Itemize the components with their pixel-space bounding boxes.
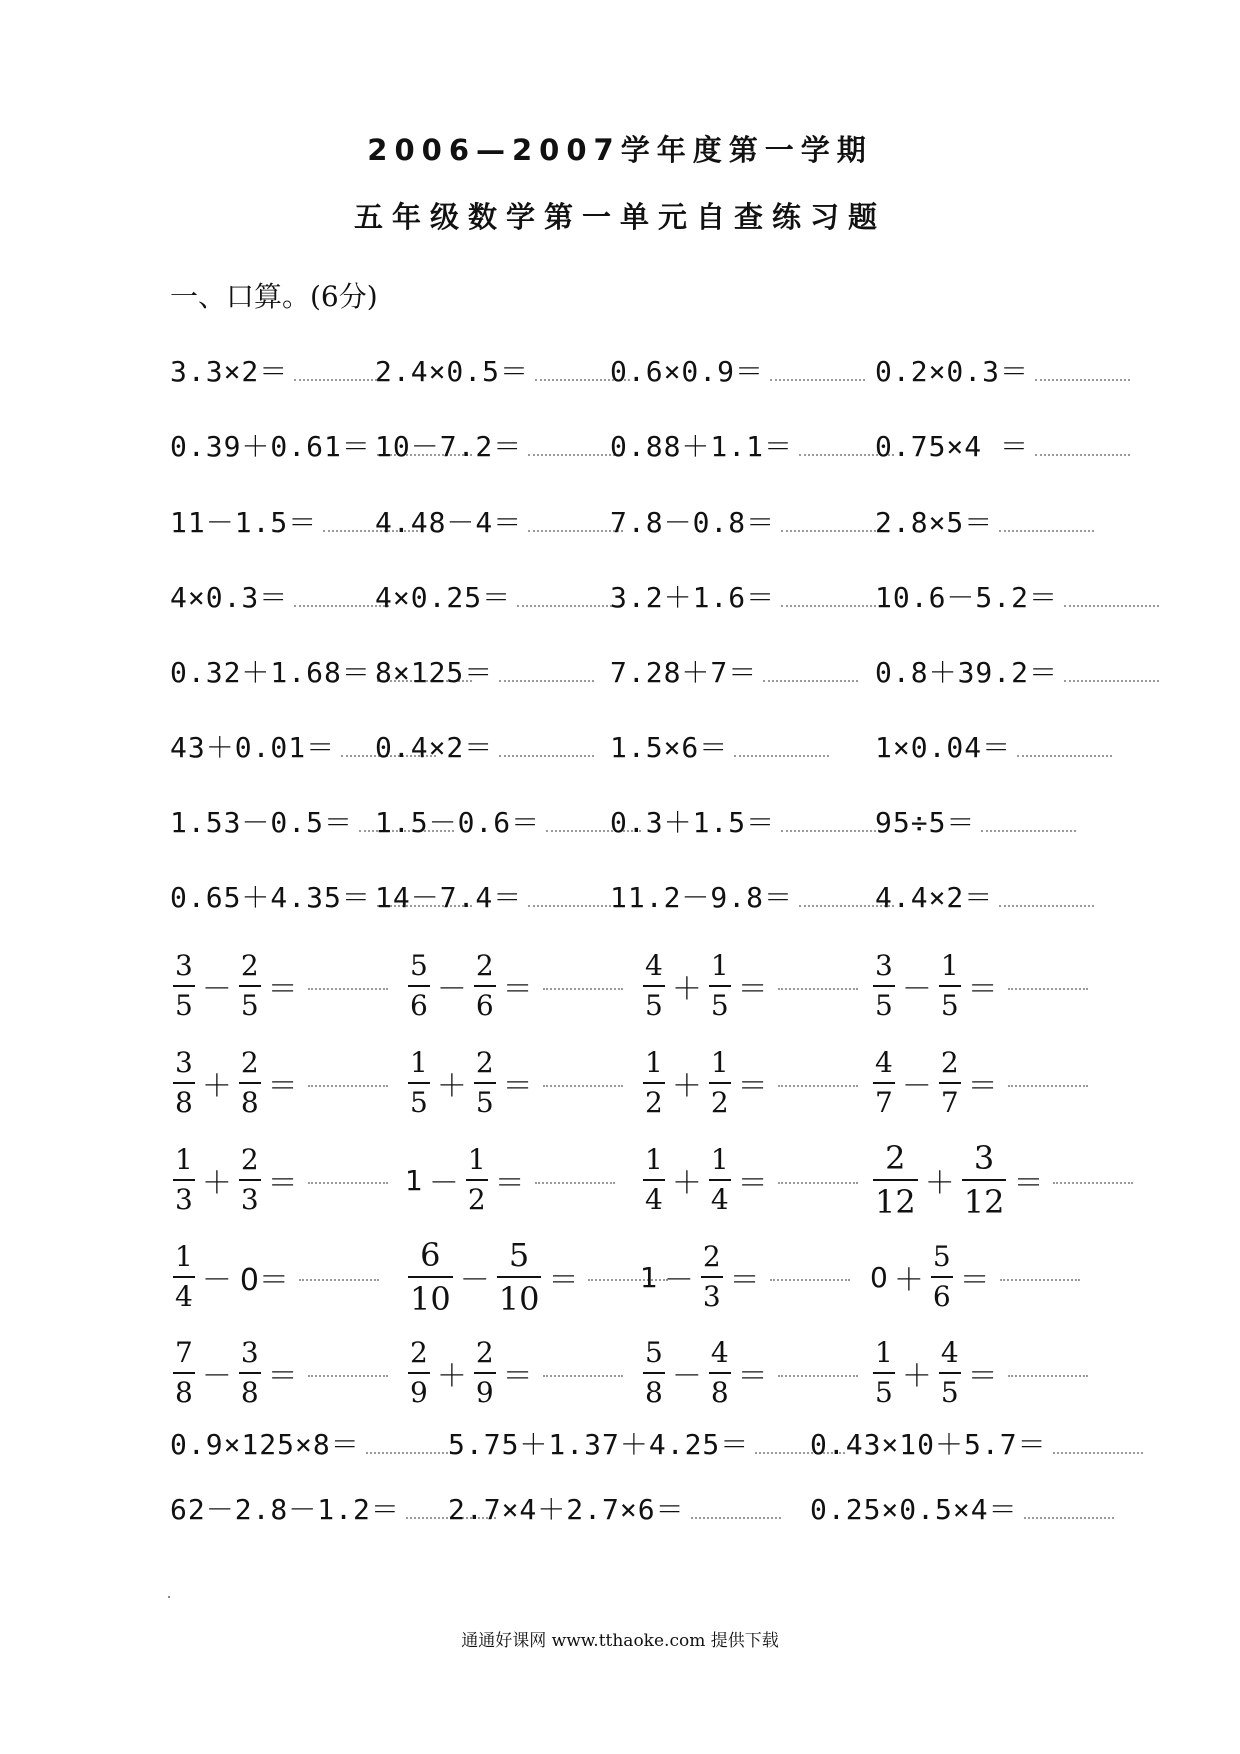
equation-item (375, 803, 641, 843)
fraction (939, 1337, 961, 1409)
fraction-item (170, 1227, 379, 1327)
fraction-denominator: 12 (963, 1183, 1005, 1221)
fraction-numerator: 5 (508, 1236, 530, 1274)
fraction-numerator: 7 (175, 1336, 193, 1369)
fraction-item (405, 1033, 623, 1133)
equation-item (375, 728, 594, 768)
equation-text: 1.53－0.5＝ (170, 806, 354, 839)
fraction (709, 950, 731, 1022)
answer-blank[interactable] (981, 824, 1076, 832)
equation-item (610, 578, 876, 618)
fraction-denominator: 3 (240, 1183, 259, 1216)
equation-item (375, 878, 623, 918)
operator: － (671, 1359, 702, 1394)
fraction-denominator: 6 (475, 989, 494, 1022)
fraction (239, 1047, 261, 1119)
fraction-item (640, 1130, 858, 1230)
equals-sign: ＝ (737, 1069, 768, 1104)
whole-number: 1 (640, 1260, 658, 1294)
equation-text: 3.3×2＝ (170, 355, 289, 388)
answer-blank[interactable] (308, 1369, 388, 1377)
equation-text: 4.48－4＝ (375, 506, 523, 539)
equals-sign: ＝ (267, 1166, 298, 1201)
fraction (173, 1241, 195, 1313)
equation-text: 3.2＋1.6＝ (610, 581, 776, 614)
fraction (709, 1047, 731, 1119)
equation-item (610, 653, 858, 693)
worksheet-title-year: 2006—2007学年度第一学期 (367, 133, 873, 167)
fraction-numerator: 2 (475, 1336, 494, 1369)
answer-blank[interactable] (366, 1446, 456, 1454)
equation-item (875, 728, 1112, 768)
fraction (173, 950, 195, 1022)
answer-blank[interactable] (781, 599, 876, 607)
fraction (173, 1337, 195, 1409)
operator: ＋ (901, 1359, 932, 1394)
fraction (873, 1140, 918, 1220)
equation-item (875, 803, 1076, 843)
equation-text: 0.75×4 ＝ (875, 430, 1030, 463)
fraction (709, 1144, 731, 1216)
fraction-denominator: 12 (875, 1183, 916, 1221)
equation-item (875, 578, 1159, 618)
equals-sign: ＝ (967, 972, 998, 1007)
operator: ＋ (201, 1166, 232, 1201)
fraction (643, 1337, 665, 1409)
answer-blank[interactable] (543, 982, 623, 990)
operator: － (663, 1263, 694, 1298)
equation-item (170, 352, 389, 392)
equation-item (610, 503, 876, 543)
fraction-item (640, 1033, 858, 1133)
fraction-numerator: 4 (710, 1336, 729, 1369)
equation-text: 0.39＋0.61＝ (170, 430, 371, 463)
answer-blank[interactable] (778, 1176, 858, 1184)
operator: ＋ (201, 1069, 232, 1104)
equation-item (875, 503, 1094, 543)
fraction-numerator: 2 (240, 1046, 259, 1079)
answer-blank[interactable] (1024, 1511, 1114, 1519)
fraction-numerator: 6 (420, 1236, 441, 1274)
fraction-item (170, 1033, 388, 1133)
fraction (474, 1337, 496, 1409)
equals-sign: ＝ (967, 1359, 998, 1394)
equation-text: 0.4×2＝ (375, 731, 494, 764)
equation-text: 0.43×10＋5.7＝ (810, 1428, 1047, 1461)
equals-sign: ＝ (729, 1263, 760, 1298)
fraction-denominator: 6 (410, 989, 428, 1022)
answer-blank[interactable] (543, 1369, 623, 1377)
fraction (643, 950, 665, 1022)
fraction-denominator: 8 (175, 1376, 193, 1409)
fraction (408, 1337, 430, 1409)
fraction-denominator: 5 (710, 989, 729, 1022)
equation-item (610, 352, 865, 392)
operator: － (428, 1166, 459, 1201)
answer-blank[interactable] (1035, 373, 1130, 381)
fraction (239, 1337, 261, 1409)
fraction-denominator: 9 (410, 1376, 428, 1409)
equation-text: 5.75＋1.37＋4.25＝ (448, 1428, 750, 1461)
answer-blank[interactable] (1008, 1369, 1088, 1377)
fraction-numerator: 1 (710, 1046, 729, 1079)
equals-sign: ＝ (502, 1359, 533, 1394)
equals-sign: ＝ (267, 1069, 298, 1104)
equals-sign: ＝ (737, 972, 768, 1007)
equation-item (610, 803, 876, 843)
fraction-numerator: 1 (875, 1336, 893, 1369)
equals-sign: ＝ (494, 1166, 525, 1201)
worksheet-title-subject: 五年级数学第一单元自查练习题 (353, 200, 886, 234)
equation-text: 8×125＝ (375, 656, 494, 689)
fraction-numerator: 2 (885, 1139, 906, 1177)
fraction-numerator: 1 (645, 1143, 663, 1176)
fraction (701, 1241, 723, 1313)
fraction (873, 1047, 895, 1119)
fraction-numerator: 2 (475, 1046, 494, 1079)
fraction-numerator: 3 (875, 949, 893, 982)
fraction-item (870, 936, 1088, 1036)
equation-item (875, 352, 1130, 392)
operator: ＋ (671, 1166, 702, 1201)
equation-text: 95÷5＝ (875, 806, 976, 839)
fraction-item (170, 1130, 388, 1230)
answer-blank[interactable] (499, 674, 594, 682)
fraction (408, 1237, 453, 1317)
fraction-denominator: 8 (710, 1376, 729, 1409)
fraction-item (405, 1323, 623, 1423)
answer-blank[interactable] (1064, 599, 1159, 607)
equation-text: 0.32＋1.68＝ (170, 656, 371, 689)
answer-blank[interactable] (1064, 674, 1159, 682)
fraction-item (870, 1323, 1088, 1423)
equation-text: 2.8×5＝ (875, 506, 994, 539)
fraction-denominator: 5 (410, 1086, 428, 1119)
fraction-item (870, 1033, 1088, 1133)
fraction (173, 1144, 195, 1216)
equals-sign: ＝ (1013, 1166, 1044, 1201)
fraction-numerator: 1 (175, 1240, 193, 1273)
footer-download-note: 通通好课网 www.tthaoke.com 提供下载 (461, 1631, 779, 1651)
equation-text: 7.8－0.8＝ (610, 506, 776, 539)
fraction (643, 1144, 665, 1216)
fraction (497, 1237, 542, 1317)
mixed-item (170, 1490, 496, 1530)
mixed-item (170, 1425, 456, 1465)
answer-blank[interactable] (517, 599, 612, 607)
fraction-denominator: 5 (875, 989, 893, 1022)
answer-blank[interactable] (778, 1369, 858, 1377)
equation-item (875, 878, 1094, 918)
fraction-denominator: 4 (710, 1183, 729, 1216)
answer-blank[interactable] (999, 524, 1094, 532)
operator: ＋ (924, 1166, 955, 1201)
fraction-denominator: 7 (940, 1086, 959, 1119)
answer-blank[interactable] (299, 1273, 379, 1281)
fraction-item (870, 1227, 1080, 1327)
equation-item (375, 352, 630, 392)
fraction-numerator: 2 (702, 1240, 721, 1273)
answer-blank[interactable] (499, 749, 594, 757)
fraction-denominator: 5 (475, 1086, 494, 1119)
answer-blank[interactable] (1008, 1079, 1088, 1087)
fraction-denominator: 5 (875, 1376, 893, 1409)
fraction-numerator: 1 (710, 949, 729, 982)
equation-text: 10－7.2＝ (375, 430, 523, 463)
equation-item (375, 427, 623, 467)
fraction-item (640, 936, 858, 1036)
equation-text: 14－7.4＝ (375, 881, 523, 914)
operator: － (436, 972, 467, 1007)
fraction-denominator: 8 (240, 1376, 259, 1409)
fraction (931, 1241, 953, 1313)
mixed-item (448, 1425, 845, 1465)
fraction-numerator: 5 (932, 1240, 951, 1273)
fraction-denominator: 9 (475, 1376, 494, 1409)
operator: ＋ (436, 1359, 467, 1394)
equals-sign: ＝ (502, 972, 533, 1007)
fraction-denominator: 5 (240, 989, 259, 1022)
equation-text: 62－2.8－1.2＝ (170, 1493, 400, 1526)
equation-item (875, 427, 1130, 467)
fraction-numerator: 1 (467, 1143, 486, 1176)
answer-blank[interactable] (535, 1176, 615, 1184)
fraction (239, 950, 261, 1022)
equation-text: 0.8＋39.2＝ (875, 656, 1059, 689)
whole-number: 1 (405, 1163, 423, 1197)
equals-sign: ＝ (737, 1166, 768, 1201)
fraction-denominator: 8 (240, 1086, 259, 1119)
fraction-denominator: 4 (645, 1183, 663, 1216)
fraction (408, 950, 430, 1022)
fraction-denominator: 5 (645, 989, 663, 1022)
equation-item (375, 503, 623, 543)
equation-item (875, 653, 1159, 693)
fraction-numerator: 2 (940, 1046, 959, 1079)
answer-blank[interactable] (1053, 1176, 1133, 1184)
equation-text: 0.6×0.9＝ (610, 355, 765, 388)
fraction (408, 1047, 430, 1119)
answer-blank[interactable] (1035, 448, 1130, 456)
fraction-numerator: 3 (973, 1139, 995, 1177)
fraction (962, 1140, 1007, 1220)
fraction-item (170, 936, 388, 1036)
fraction-denominator: 10 (410, 1280, 451, 1318)
fraction-denominator: 3 (175, 1183, 193, 1216)
mixed-item (810, 1490, 1114, 1530)
equation-text: 43＋0.01＝ (170, 731, 336, 764)
answer-blank[interactable] (308, 1079, 388, 1087)
equation-text: 11－1.5＝ (170, 506, 318, 539)
equation-text: 0.65＋4.35＝ (170, 881, 371, 914)
fraction-item (640, 1323, 858, 1423)
fraction-numerator: 1 (940, 949, 959, 982)
answer-blank[interactable] (999, 899, 1094, 907)
equation-text: 0.25×0.5×4＝ (810, 1493, 1018, 1526)
fraction-numerator: 1 (175, 1143, 193, 1176)
answer-blank[interactable] (770, 1273, 850, 1281)
answer-blank[interactable] (781, 524, 876, 532)
equation-item (375, 653, 594, 693)
equation-text: 1×0.04＝ (875, 731, 1012, 764)
equals-sign: ＝ (267, 972, 298, 1007)
mixed-item (448, 1490, 781, 1530)
fraction (239, 1144, 261, 1216)
fraction (873, 1337, 895, 1409)
equation-text: 2.7×4＋2.7×6＝ (448, 1493, 685, 1526)
fraction-denominator: 5 (175, 989, 193, 1022)
fraction (173, 1047, 195, 1119)
answer-blank[interactable] (734, 749, 829, 757)
operator: － (901, 972, 932, 1007)
section-heading-mental-math: 一、口算。(6分) (170, 280, 378, 313)
fraction (643, 1047, 665, 1119)
fraction-numerator: 4 (645, 949, 663, 982)
fraction-numerator: 5 (645, 1336, 663, 1369)
fraction-numerator: 1 (410, 1046, 428, 1079)
equation-item (610, 427, 894, 467)
fraction-numerator: 1 (710, 1143, 729, 1176)
fraction (474, 1047, 496, 1119)
operator: ＋ (671, 1069, 702, 1104)
fraction-numerator: 5 (410, 949, 428, 982)
equals-sign: ＝ (502, 1069, 533, 1104)
fraction-numerator: 4 (940, 1336, 959, 1369)
fraction-numerator: 2 (240, 949, 259, 982)
equation-text: 1.5×6＝ (610, 731, 729, 764)
fraction-numerator: 4 (875, 1046, 893, 1079)
fraction-numerator: 2 (410, 1336, 428, 1369)
equation-text: 7.28＋7＝ (610, 656, 758, 689)
fraction-numerator: 1 (645, 1046, 663, 1079)
answer-blank[interactable] (778, 1079, 858, 1087)
equation-item (375, 578, 612, 618)
equation-text: 1.5－0.6＝ (375, 806, 541, 839)
operator: － (201, 972, 232, 1007)
equation-text: 0.2×0.3＝ (875, 355, 1030, 388)
operator: ＋ (436, 1069, 467, 1104)
equation-tail: 0＝ (239, 1263, 289, 1298)
answer-blank[interactable] (781, 824, 876, 832)
equals-sign: ＝ (959, 1263, 990, 1298)
fraction-denominator: 2 (467, 1183, 486, 1216)
answer-blank[interactable] (1017, 749, 1112, 757)
equation-text: 0.88＋1.1＝ (610, 430, 794, 463)
equation-text: 0.9×125×8＝ (170, 1428, 360, 1461)
fraction (466, 1144, 488, 1216)
equation-text: 4.4×2＝ (875, 881, 994, 914)
mixed-item (810, 1425, 1143, 1465)
answer-blank[interactable] (1008, 982, 1088, 990)
fraction-denominator: 4 (175, 1280, 193, 1313)
answer-blank[interactable] (1053, 1446, 1143, 1454)
answer-blank[interactable] (543, 1079, 623, 1087)
equation-text: 2.4×0.5＝ (375, 355, 530, 388)
answer-blank[interactable] (778, 982, 858, 990)
fraction (939, 950, 961, 1022)
fraction (873, 950, 895, 1022)
equation-text: 4×0.3＝ (170, 581, 289, 614)
fraction-item (405, 1227, 668, 1327)
fraction-denominator: 10 (498, 1280, 540, 1318)
fraction-item (170, 1323, 388, 1423)
fraction-numerator: 2 (240, 1143, 259, 1176)
fraction-denominator: 8 (175, 1086, 193, 1119)
equation-text: 10.6－5.2＝ (875, 581, 1059, 614)
fraction-item (405, 1130, 615, 1230)
fraction-denominator: 6 (932, 1280, 951, 1313)
fraction-item (405, 936, 623, 1036)
fraction-numerator: 3 (175, 949, 193, 982)
operator: － (201, 1263, 232, 1298)
operator: － (201, 1359, 232, 1394)
fraction-denominator: 2 (710, 1086, 729, 1119)
fraction-denominator: 2 (645, 1086, 663, 1119)
answer-blank[interactable] (308, 1176, 388, 1184)
fraction (709, 1337, 731, 1409)
equals-sign: ＝ (548, 1263, 579, 1298)
answer-blank[interactable] (763, 674, 858, 682)
fraction-denominator: 8 (645, 1376, 663, 1409)
fraction (474, 950, 496, 1022)
operator: － (459, 1263, 490, 1298)
fraction-denominator: 7 (875, 1086, 893, 1119)
fraction-denominator: 5 (940, 989, 959, 1022)
equation-text: 11.2－9.8＝ (610, 881, 794, 914)
whole-number: 0 (870, 1260, 888, 1294)
equation-item (610, 728, 829, 768)
operator: － (901, 1069, 932, 1104)
fraction-numerator: 3 (240, 1336, 259, 1369)
scan-speck (168, 1596, 170, 1598)
fraction-item (870, 1130, 1133, 1230)
equation-item (170, 578, 389, 618)
equals-sign: ＝ (267, 1359, 298, 1394)
operator: ＋ (893, 1263, 924, 1298)
fraction-denominator: 3 (702, 1280, 721, 1313)
answer-blank[interactable] (1000, 1273, 1080, 1281)
answer-blank[interactable] (308, 982, 388, 990)
equals-sign: ＝ (967, 1069, 998, 1104)
fraction-item (640, 1227, 850, 1327)
fraction-denominator: 5 (940, 1376, 959, 1409)
equals-sign: ＝ (737, 1359, 768, 1394)
equation-text: 4×0.25＝ (375, 581, 512, 614)
operator: ＋ (671, 972, 702, 1007)
answer-blank[interactable] (770, 373, 865, 381)
fraction-numerator: 3 (175, 1046, 193, 1079)
answer-blank[interactable] (691, 1511, 781, 1519)
fraction (939, 1047, 961, 1119)
equation-item (610, 878, 894, 918)
fraction-numerator: 2 (475, 949, 494, 982)
equation-text: 0.3＋1.5＝ (610, 806, 776, 839)
